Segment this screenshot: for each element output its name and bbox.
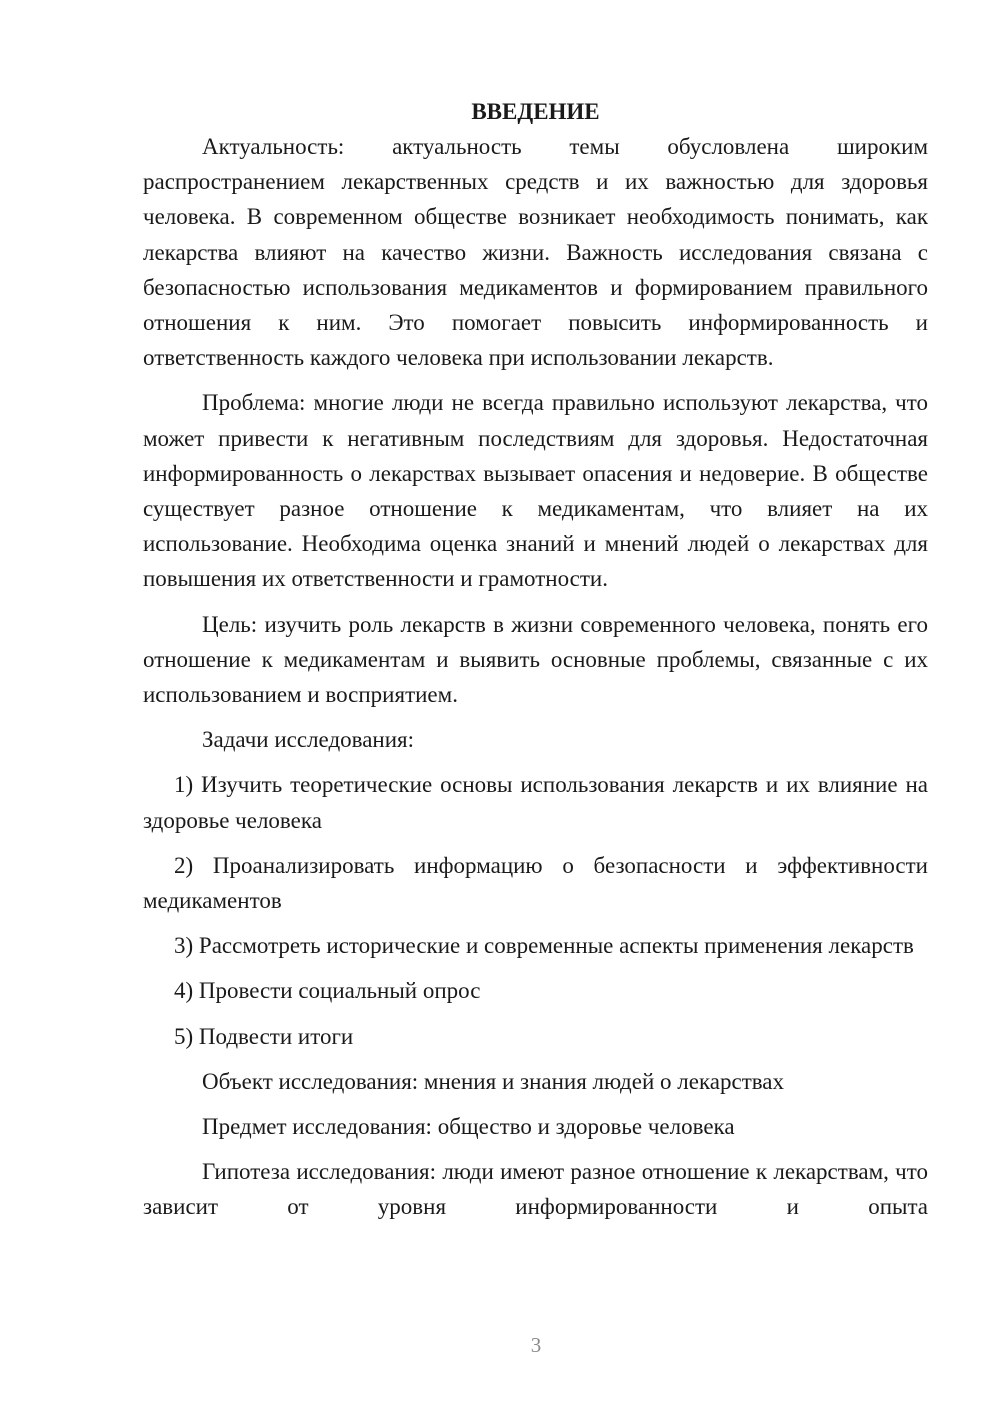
goal-paragraph: Цель: изучить роль лекарств в жизни современного человека, понять его отношение к медикаментам и выявить основные проблемы, связанные с их использованием и восприятием.: [143, 611, 928, 708]
tasks-title: Задачи исследования:: [202, 727, 415, 753]
relevance-paragraph: Актуальность: актуальность темы обусловлена широким распространением лекарственных средств и их важностью для здоровья человека. В современном обществе возникает необходимость понимать, как лекарства влияют на качество жизни. Важность исследования связана с безопасностью использования медикаментов и формированием правильного отношения к ним. Это помогает повысить информированность и ответственность каждого человека при использовании лекарств.: [143, 134, 928, 371]
section-heading: ВВЕДЕНИЕ: [471, 99, 600, 124]
hypothesis-paragraph: Гипотеза исследования: люди имеют разное отношение к лекарствам, что зависит от уровня информированности и опыта: [143, 1159, 928, 1220]
page-number: 3: [530, 1333, 542, 1357]
task-item-5: 5) Подвести итоги: [174, 1023, 354, 1049]
research-object: Объект исследования: мнения и знания людей о лекарствах: [202, 1068, 785, 1094]
task-item-2: 2) Проанализировать информацию о безопасности и эффективности медикаментов: [143, 852, 928, 914]
page-content: [143, 94, 928, 1235]
task-item-1: 1) Изучить теоретические основы использования лекарств и их влияние на здоровье человека: [143, 772, 928, 833]
research-subject: Предмет исследования: общество и здоровье человека: [202, 1114, 735, 1140]
problem-paragraph: Проблема: многие люди не всегда правильно используют лекарства, что может привести к негативным последствиям для здоровья. Недостаточная информированность о лекарствах вызывает опасения и недоверие. В обществе существует разное отношение к медикаментам, что влияет на их использование. Необходима оценка знаний и мнений людей о лекарствах для повышения их ответственности и грамотности.: [143, 390, 928, 592]
task-item-3: 3) Рассмотреть исторические и современные аспекты применения лекарств: [174, 933, 914, 959]
task-item-4: 4) Провести социальный опрос: [174, 978, 481, 1004]
